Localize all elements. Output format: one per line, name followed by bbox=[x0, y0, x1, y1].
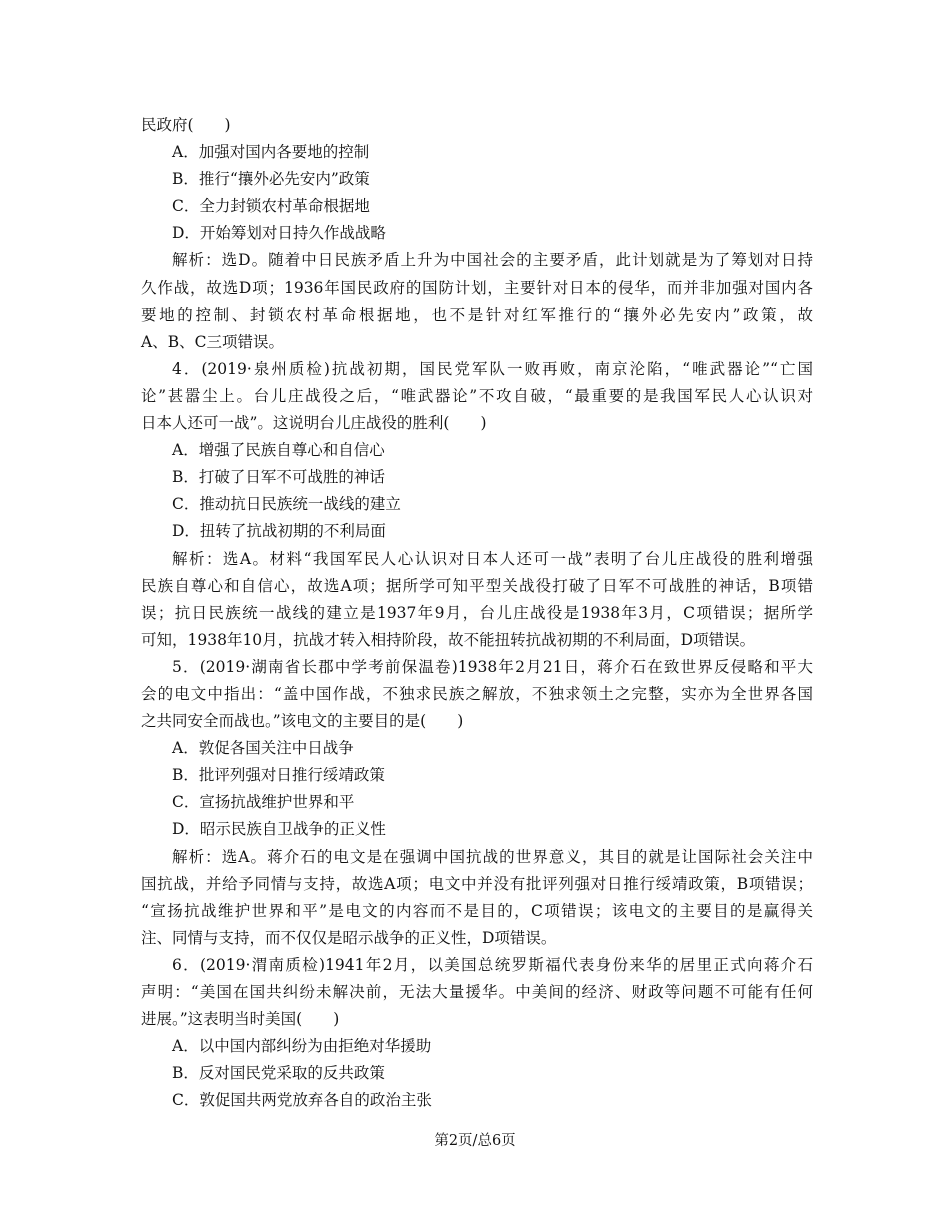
answer-option: C．全力封锁农村革命根据地 bbox=[172, 197, 370, 216]
text-line: 4．(2019·泉州质检)抗战初期，国民党军队一败再败，南京沦陷，“唯武器论”“亡国 bbox=[172, 359, 813, 378]
page-body bbox=[141, 112, 813, 1114]
text-line: 可知，1938年10月，抗战才转入相持阶段，故不能扭转抗战初期的不利局面，D项错误。 bbox=[141, 630, 756, 649]
answer-option: B．打破了日军不可战胜的神话 bbox=[172, 468, 385, 487]
text-line: “宣扬抗战维护世界和平”是电文的内容而不是目的，C项错误；该电文的主要目的是赢得关 bbox=[141, 901, 813, 920]
answer-option: B．推行“攘外必先安内”政策 bbox=[172, 170, 370, 189]
text-line: 误；抗日民族统一战线的建立是1937年9月，台儿庄战役是1938年3月，C项错误；据所学 bbox=[141, 603, 813, 622]
text-line: 民政府( ) bbox=[141, 116, 231, 134]
answer-option: A．加强对国内各要地的控制 bbox=[172, 143, 370, 162]
answer-option: A．以中国内部纠纷为由拒绝对华援助 bbox=[172, 1037, 432, 1056]
text-line: 注、同情与支持，而不仅仅是昭示战争的正义性，D项错误。 bbox=[141, 928, 557, 947]
text-line: 之共同安全而战也。”该电文的主要目的是( ) bbox=[141, 712, 464, 731]
text-line: 国抗战，并给予同情与支持，故选A项；电文中并没有批评列强对日推行绥靖政策，B项错误； bbox=[141, 874, 813, 893]
answer-option: A．增强了民族自尊心和自信心 bbox=[172, 441, 385, 460]
text-line: 解析：选A。材料“我国军民人心认识对日本人还可一战”表明了台儿庄战役的胜利增强 bbox=[172, 549, 813, 568]
text-line: A、B、C三项错误。 bbox=[141, 332, 284, 351]
text-line: 解析：选D。随着中日民族矛盾上升为中国社会的主要矛盾，此计划就是为了筹划对日持 bbox=[172, 251, 813, 270]
text-line: 声明：“美国在国共纠纷未解决前，无法大量援华。中美间的经济、财政等问题不可能有任何 bbox=[141, 983, 813, 1001]
text-line: 5．(2019·湖南省长郡中学考前保温卷)1938年2月21日，蒋介石在致世界反侵略和平大 bbox=[172, 657, 813, 676]
text-line: 论”甚嚣尘上。台儿庄战役之后，“唯武器论”不攻自破，“最重要的是我国军民人心认识对 bbox=[141, 386, 813, 405]
answer-option: D．扭转了抗战初期的不利局面 bbox=[172, 522, 386, 541]
text-line: 日本人还可一战”。这说明台儿庄战役的胜利( ) bbox=[141, 414, 487, 433]
answer-option: D．昭示民族自卫战争的正义性 bbox=[172, 820, 386, 839]
text-line: 6．(2019·渭南质检)1941年2月，以美国总统罗斯福代表身份来华的居里正式向蒋介石 bbox=[172, 955, 813, 974]
page-footer: 第2页/总6页 bbox=[434, 1133, 516, 1149]
answer-option: C．宣扬抗战维护世界和平 bbox=[172, 793, 355, 812]
answer-option: D．开始筹划对日持久作战战略 bbox=[172, 224, 386, 243]
text-line: 会的电文中指出：“盖中国作战，不独求民族之解放，不独求领土之完整，实亦为全世界各国 bbox=[141, 684, 813, 703]
text-line: 民族自尊心和自信心，故选A项；据所学可知平型关战役打破了日军不可战胜的神话，B项错 bbox=[141, 576, 813, 595]
answer-option: C．推动抗日民族统一战线的建立 bbox=[172, 495, 401, 514]
text-line: 解析：选A。蒋介石的电文是在强调中国抗战的世界意义，其目的就是让国际社会关注中 bbox=[172, 847, 813, 866]
answer-option: B．反对国民党采取的反共政策 bbox=[172, 1064, 385, 1083]
text-line: 要地的控制、封锁农村革命根据地，也不是针对红军推行的“攘外必先安内”政策，故 bbox=[141, 305, 813, 324]
text-line: 进展。”这表明当时美国( ) bbox=[141, 1010, 340, 1029]
answer-option: B．批评列强对日推行绥靖政策 bbox=[172, 766, 385, 785]
answer-option: C．敦促国共两党放弃各自的政治主张 bbox=[172, 1091, 432, 1110]
answer-option: A．敦促各国关注中日战争 bbox=[172, 739, 354, 758]
text-line: 久作战，故选D项；1936年国民政府的国防计划，主要针对日本的侵华，而并非加强对国内各 bbox=[141, 278, 813, 297]
